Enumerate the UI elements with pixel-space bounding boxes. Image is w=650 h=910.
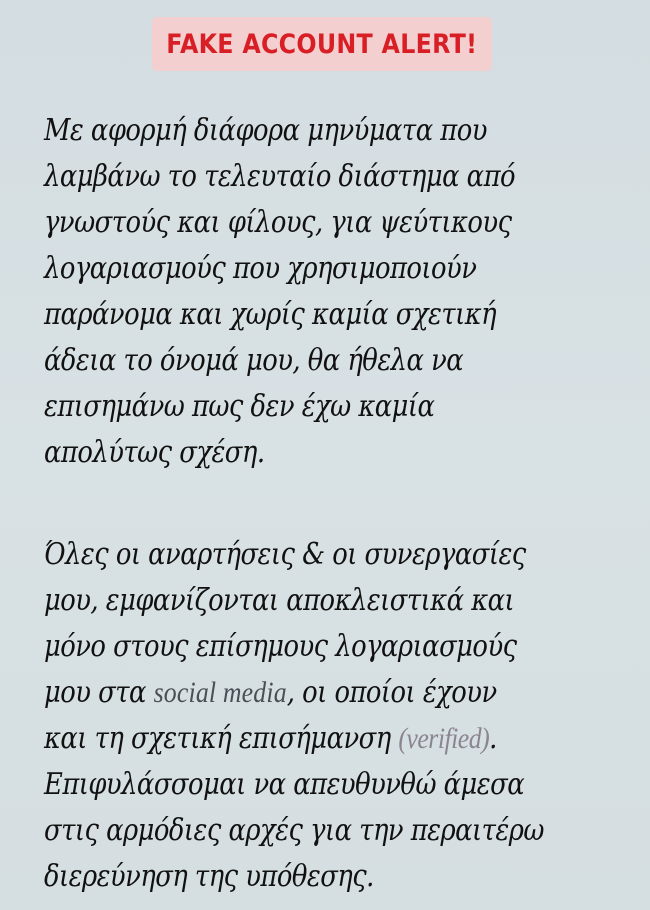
text-line: άδεια το όνομά μου, θα ήθελα να bbox=[44, 343, 464, 378]
text-line: γνωστούς και φίλους, για ψεύτικους bbox=[44, 205, 512, 240]
text-line: επισημάνω πως δεν έχω καμία bbox=[44, 389, 435, 424]
text-line: λογαριασμούς που χρησιμοποιούν bbox=[44, 251, 477, 286]
alert-title: FAKE ACCOUNT ALERT! bbox=[166, 28, 478, 60]
text-line: στις αρμόδιες αρχές για την περαιτέρω bbox=[44, 813, 544, 848]
text-line: μου, εμφανίζονται αποκλειστικά και bbox=[44, 583, 515, 618]
text-segment: και τη σχετική επισήμανση bbox=[44, 721, 399, 756]
verified-text: (verified) bbox=[398, 722, 490, 755]
text-line: Επιφυλάσσομαι να απευθυνθώ άμεσα bbox=[44, 767, 525, 802]
text-line: μόνο στους επίσημους λογαριασμούς bbox=[44, 629, 517, 664]
text-line-verified bbox=[44, 716, 543, 762]
text-line: διερεύνηση της υπόθεσης. bbox=[44, 859, 374, 894]
text-segment: , οι οποίοι έχουν bbox=[286, 675, 497, 710]
text-line: απολύτως σχέση. bbox=[44, 435, 265, 470]
text-line: παράνομα και χωρίς καμία σχετική bbox=[44, 297, 497, 332]
text-line: λαμβάνω το τελευταίο διάστημα από bbox=[44, 159, 516, 194]
text-line-social-media bbox=[44, 670, 543, 716]
statement-paragraph-1 bbox=[44, 108, 624, 476]
text-line: Όλες οι αναρτήσεις & οι συνεργασίες bbox=[44, 537, 526, 572]
text-segment: . bbox=[489, 721, 497, 756]
statement-paragraph-2 bbox=[44, 532, 624, 900]
alert-banner bbox=[152, 17, 492, 71]
text-line: Με αφορμή διάφορα μηνύματα που bbox=[44, 113, 487, 148]
text-segment: μου στα bbox=[44, 675, 154, 710]
social-media-text: social media bbox=[153, 676, 287, 709]
